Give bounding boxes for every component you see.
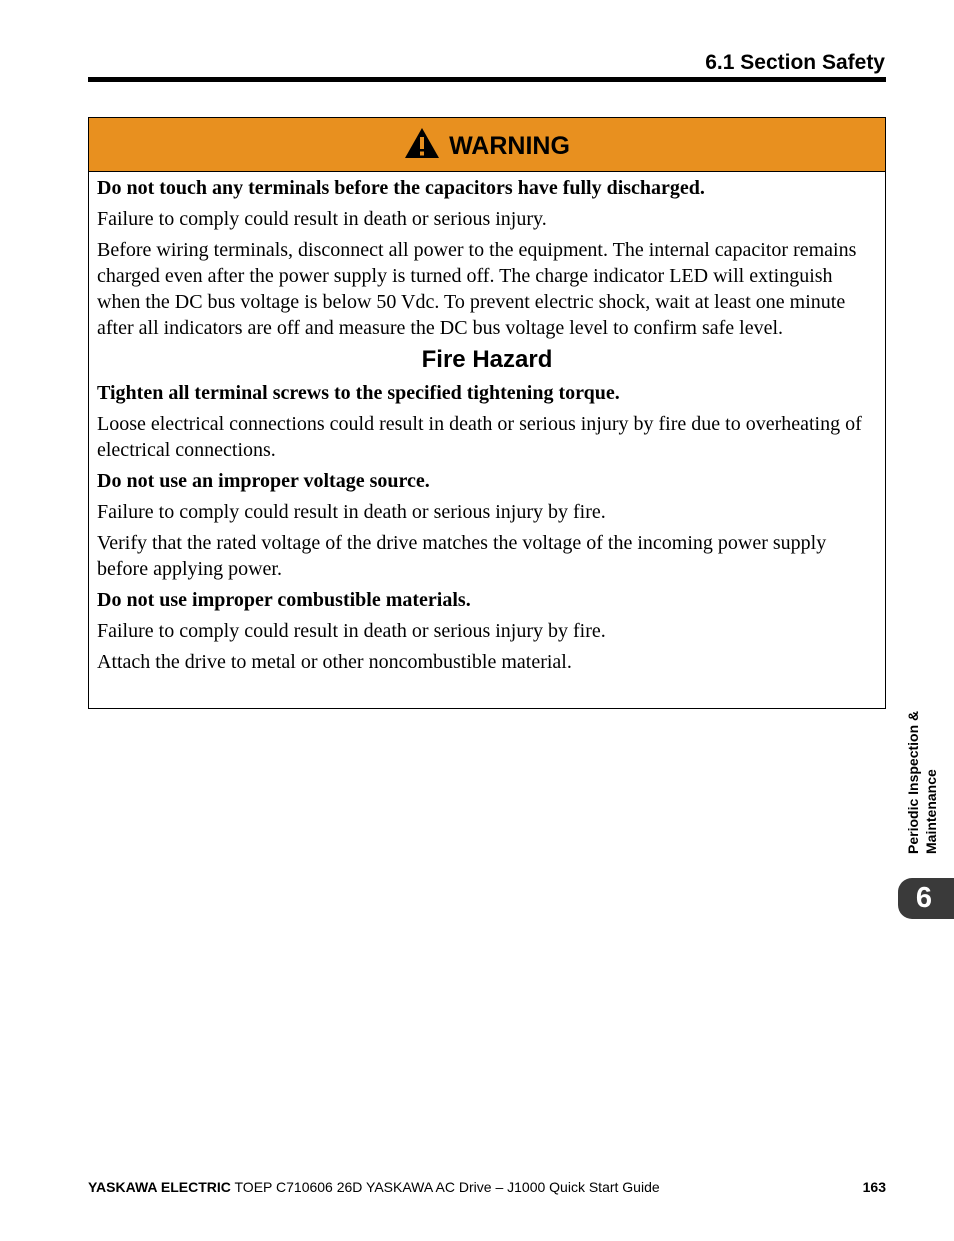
header-rule: [88, 77, 886, 82]
side-label-line1: Periodic Inspection &: [905, 710, 921, 854]
page-footer: [88, 1179, 886, 1195]
combustible-consequence: Failure to comply could result in death or serious injury by fire.: [97, 620, 606, 642]
warning-triangle-icon: [404, 127, 440, 159]
chapter-tab: 6: [898, 878, 954, 919]
voltage-instruction: Verify that the rated voltage of the drive matches the voltage of the incoming power supply before applying power.: [97, 532, 827, 580]
warning-body: [89, 172, 885, 675]
combustible-instruction: Attach the drive to metal or other noncombustible material.: [97, 651, 572, 673]
voltage-heading: Do not use an improper voltage source.: [97, 470, 430, 492]
fire-hazard-heading: Fire Hazard: [421, 346, 553, 373]
shock-instruction: Before wiring terminals, disconnect all power to the equipment. The internal capacitor remains charged even after the power supply is turned off. The charge indicator LED will extinguish when the DC bus voltage is below 50 Vdc. To prevent electric shock, wait at least one minute after all indicators are off and measure the DC bus voltage level to confirm safe level.: [97, 239, 857, 339]
torque-consequence: Loose electrical connections could result in death or serious injury by fire due to overheating of electrical connections.: [97, 413, 862, 461]
side-label-line2: Maintenance: [923, 769, 939, 854]
warning-box: [88, 117, 886, 709]
footer-company: YASKAWA ELECTRIC: [88, 1179, 231, 1195]
footer-document-title: TOEP C710606 26D YASKAWA AC Drive – J1000 Quick Start Guide: [230, 1179, 660, 1195]
shock-consequence: Failure to comply could result in death or serious injury.: [97, 208, 547, 230]
shock-heading: Do not touch any terminals before the capacitors have fully discharged.: [97, 177, 705, 199]
section-title: 6.1 Section Safety: [705, 51, 885, 74]
chapter-side-label: [904, 668, 944, 854]
warning-header: [89, 118, 885, 172]
warning-title: WARNING: [449, 132, 570, 160]
page-number: 163: [862, 1179, 886, 1195]
voltage-consequence: Failure to comply could result in death or serious injury by fire.: [97, 501, 606, 523]
torque-heading: Tighten all terminal screws to the specified tightening torque.: [97, 382, 620, 404]
combustible-heading: Do not use improper combustible materials.: [97, 589, 471, 611]
